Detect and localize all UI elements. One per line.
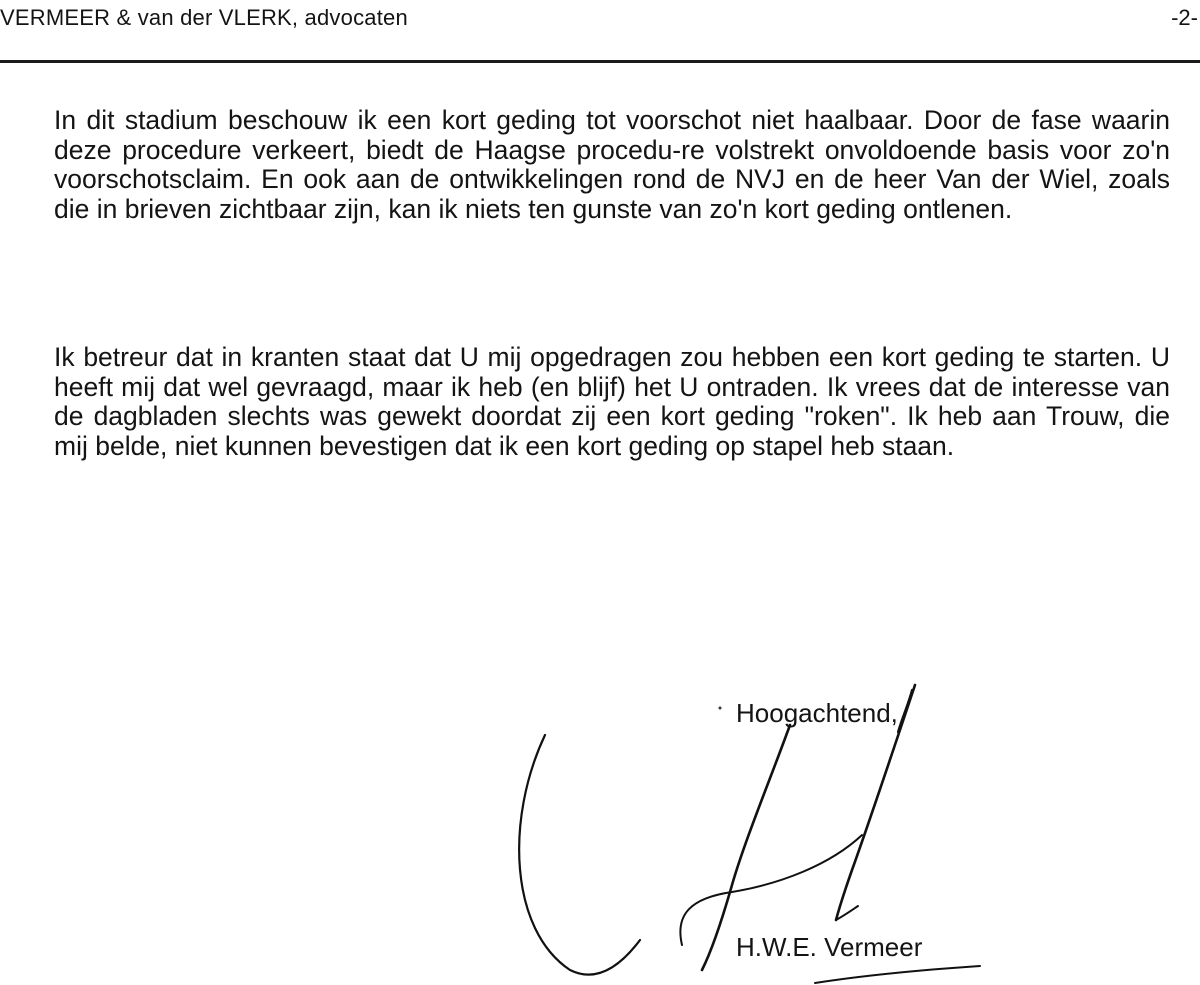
letterhead: VERMEER & van der VLERK, advocaten [0,5,408,30]
closing-salutation: Hoogachtend, [736,698,898,728]
body-paragraph: Ik betreur dat in kranten staat dat U mij opgedragen zou hebben een kort geding te starten. U heeft mij dat wel gevraagd, maar ik heb (en blijf) het U ontraden. Ik vrees dat de interesse van de dagbladen slechts was gewekt doordat zij een kort geding "roken". Ik heb aan Trouw, die mij belde, niet kunnen bevestigen dat ik een kort geding op stapel heb staan. [54,342,1170,461]
signatory-name: H.W.E. Vermeer [736,932,923,962]
page-number: -2- [1171,5,1198,30]
header-rule [0,60,1200,63]
handwritten-signature [500,670,1020,985]
body-paragraph: In dit stadium beschouw ik een kort geding tot voorschot niet haalbaar. Door de fase waarin deze procedure verkeert, biedt de Haagse procedu-re volstrekt onvoldoende basis voor zo'n voorschotsclaim. En ook aan de ontwikkelingen rond de NVJ en de heer Van der Wiel, zoals die in brieven zichtbaar zijn, kan ik niets ten gunste van zo'n kort geding ontlenen. [54,105,1170,224]
